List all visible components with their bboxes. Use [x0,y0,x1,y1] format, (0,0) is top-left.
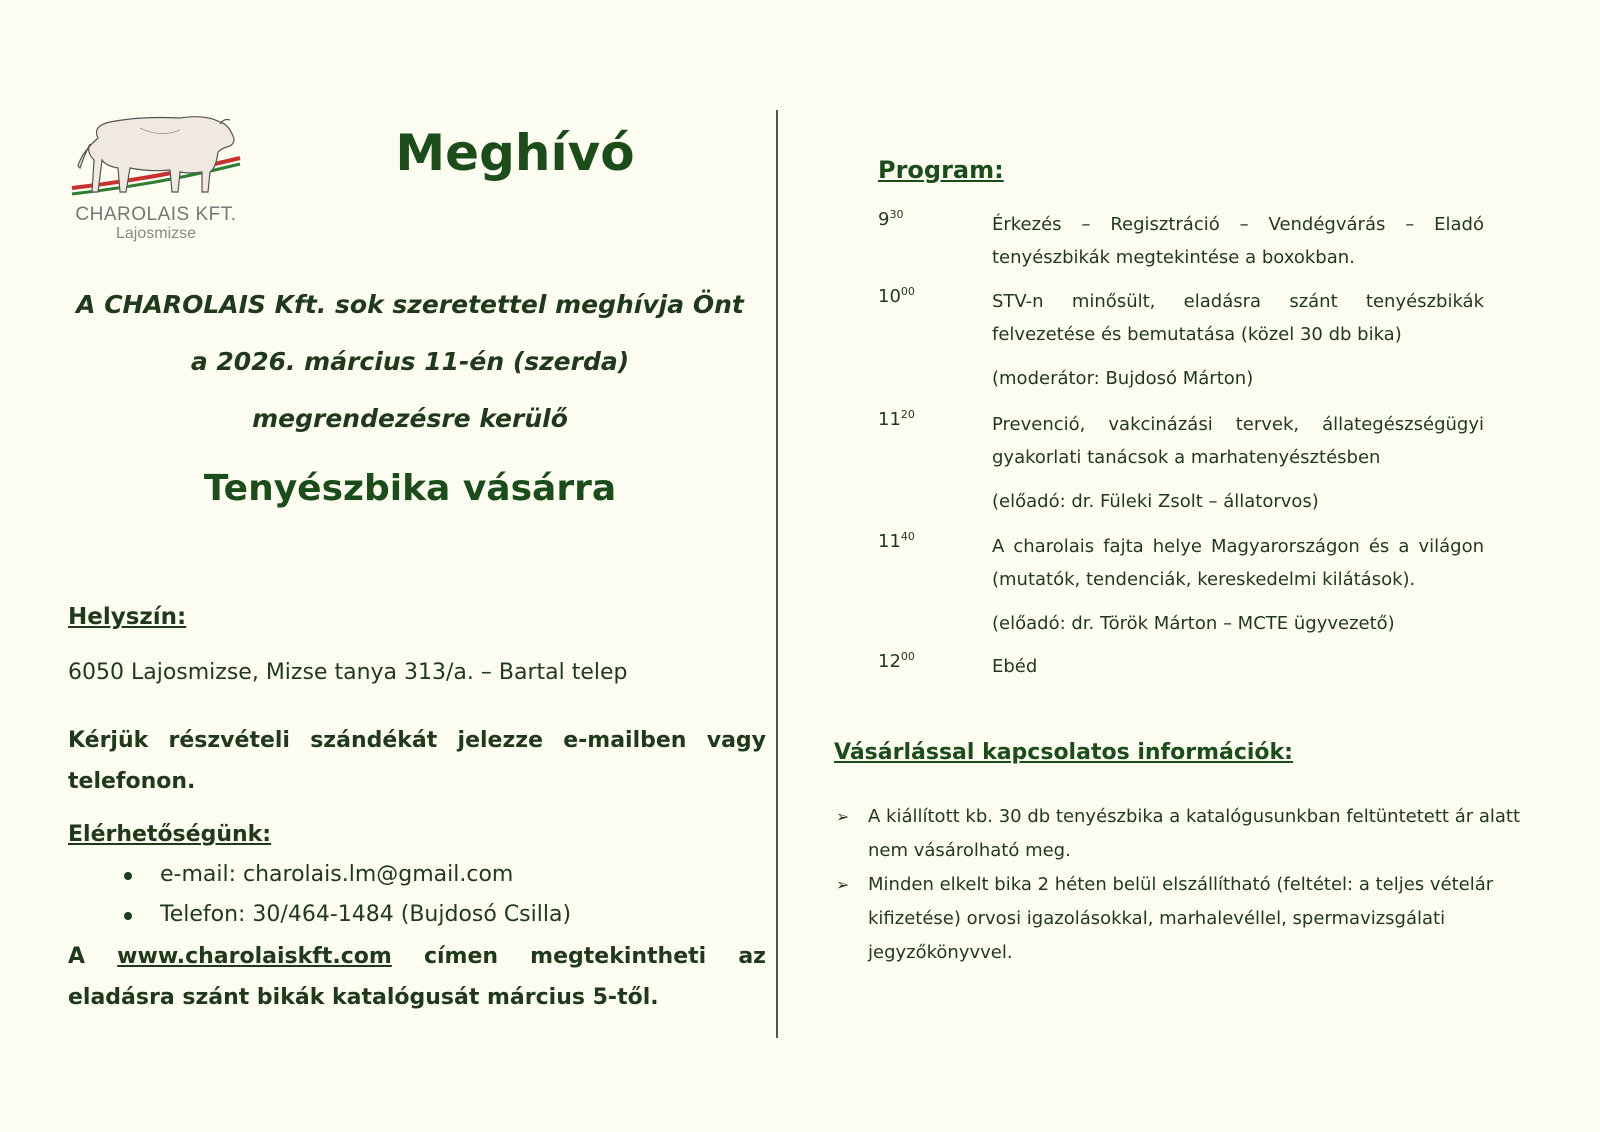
program-note: (előadó: dr. Füleki Zsolt – állatorvos) [992,491,1319,512]
program-text [992,530,1484,640]
website-suffix: címen megtekintheti az eladásra szánt bikák katalógusát március 5-től. [68,944,766,1010]
program-description: A charolais fajta helye Magyarországon és a világon (mutatók, tendenciák, kereskedelmi kilátások). [992,536,1484,590]
bullet-icon [124,912,132,920]
event-title: Tenyészbika vásárra [203,468,617,509]
column-divider [776,110,778,1038]
contact-phone[interactable] [68,900,766,940]
page-title: Meghívó [395,124,635,182]
contact-list [68,860,766,940]
intro-line-2: a 2026. március 11-én (szerda) [190,347,630,376]
program-text [992,408,1484,518]
program-description: STV-n minősült, eladásra szánt tenyészbikák felvezetése és bemutatása (közel 30 db bika) [992,291,1484,345]
program-text: Ebéd [992,656,1038,677]
company-logo [70,108,250,248]
program-time: $10^{00}$ [878,285,915,307]
program-time: $9^{30}$ [878,208,904,230]
intro-line-1: A CHAROLAIS Kft. sok szeretettel meghívja Önt [76,290,744,319]
purchase-item [834,868,1534,970]
program-text [992,285,1484,395]
program-time: $12^{00}$ [878,650,915,672]
program-text: Érkezés – Regisztráció – Vendégvárás – Eladó tenyészbikák megtekintése a boxokban. [992,214,1484,268]
website-prefix: A [68,944,86,969]
intro-line-3: megrendezésre kerülő [252,404,568,433]
program-time: $11^{20}$ [878,408,915,430]
purchase-item-text: A kiállított kb. 30 db tenyészbika a katalógusunkban feltüntetett ár alatt nem vásárolható meg. [868,806,1521,861]
location-address: 6050 Lajosmizse, Mizse tanya 313/a. – Bartal telep [68,660,628,685]
logo-company-name: CHAROLAIS KFT. [75,204,237,225]
contact-email-text: e-mail: charolais.lm@gmail.com [160,862,514,887]
rsvp-request: Kérjük részvételi szándékát jelezze e-mailben vagy telefonon. [68,728,766,794]
purchase-list [834,800,1534,970]
purchase-item-text: Minden elkelt bika 2 héten belül elszállítható (feltétel: a teljes vételár kifizetése) orvosi igazolásokkal, marhalevéllel, spermavizsgálati jegyzőkönyvvel. [868,874,1494,963]
contact-email[interactable] [68,860,766,900]
arrow-bullet-icon: ➢ [836,807,850,826]
website-link[interactable]: www.charolaiskft.com [117,944,392,969]
location-heading: Helyszín: [68,604,187,630]
bull-icon [70,108,250,208]
program-heading: Program: [878,156,1004,184]
program-note: (moderátor: Bujdosó Márton) [992,368,1254,389]
program-note: (előadó: dr. Török Márton – MCTE ügyvezető) [992,613,1395,634]
program-time: $11^{40}$ [878,530,915,552]
program-description: Prevenció, vakcinázási tervek, állategészségügyi gyakorlati tanácsok a marhatenyésztésben [992,414,1484,468]
website-info [68,936,766,1018]
arrow-bullet-icon: ➢ [836,875,850,894]
contact-phone-text: Telefon: 30/464-1484 (Bujdosó Csilla) [160,902,572,927]
purchase-item [834,800,1534,868]
purchase-heading: Vásárlással kapcsolatos információk: [834,740,1293,765]
bullet-icon [124,872,132,880]
contact-heading: Elérhetőségünk: [68,822,272,847]
logo-city: Lajosmizse [115,225,197,242]
